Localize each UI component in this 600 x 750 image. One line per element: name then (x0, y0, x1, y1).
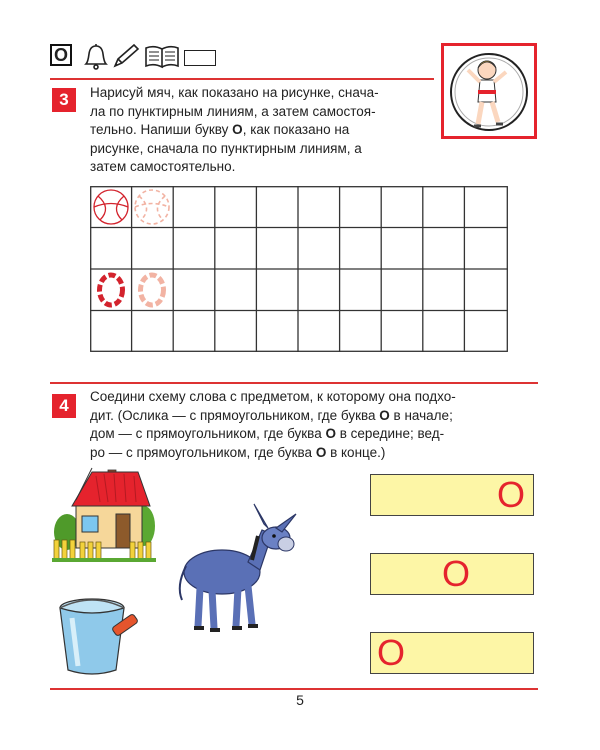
scheme-letter-start: О (377, 632, 406, 673)
scheme-box-middle[interactable] (370, 553, 534, 595)
task4-line-2: дит. (Ослика — с прямоугольником, где буква О в начале; (90, 407, 453, 423)
letter-o-sample (100, 275, 123, 305)
scheme-letter-middle: О (442, 553, 471, 594)
header-letter-box (50, 44, 72, 66)
footer-rule (50, 688, 538, 690)
scheme-box-end[interactable] (370, 474, 534, 516)
task3-line-5: затем самостоятельно. (90, 159, 236, 174)
bucket-picture (52, 594, 142, 680)
donkey-picture (172, 500, 308, 640)
hoop-girl-picture (444, 46, 534, 136)
ball-sample (94, 190, 128, 224)
task3-text (90, 84, 430, 177)
task4-rule (50, 382, 538, 384)
task3-line-3: тельно. Напиши букву О, как показано на (90, 122, 350, 137)
task4-text (90, 388, 538, 462)
book-icon (146, 47, 178, 67)
task3-line-1: Нарисуй мяч, как показано на рисунке, снача- (90, 85, 379, 100)
page-number: 5 (296, 692, 304, 708)
letter-o-trace (141, 275, 164, 305)
pencil-icon (115, 45, 138, 66)
task4-line-3: дом — с прямоугольником, где буква О в середине; вед- (90, 426, 445, 441)
header-empty-box (184, 50, 216, 66)
task4-line-4: ро — с прямоугольником, где буква О в конце.) (90, 444, 386, 460)
header-letter: О (53, 45, 68, 65)
scheme-letter-end: О (496, 474, 525, 515)
task3-line-4: рисунке, сначала по пунктирным линиям, а (90, 140, 362, 156)
task3-number: 3 (52, 88, 76, 112)
task3-line-2: ла по пунктирным линиям, а затем самостоя- (90, 103, 376, 119)
hoop-girl-picture-frame (441, 43, 537, 139)
ball-trace (135, 190, 169, 224)
bell-icon (86, 44, 106, 69)
task3-rule (50, 78, 434, 80)
task4-number: 4 (52, 394, 76, 418)
scheme-box-start[interactable] (370, 632, 534, 674)
header-icons (82, 42, 182, 70)
writing-grid (90, 186, 508, 352)
task4-line-1: Соедини схему слова с предметом, к которому она подхо- (90, 389, 456, 404)
house-picture (52, 462, 156, 566)
